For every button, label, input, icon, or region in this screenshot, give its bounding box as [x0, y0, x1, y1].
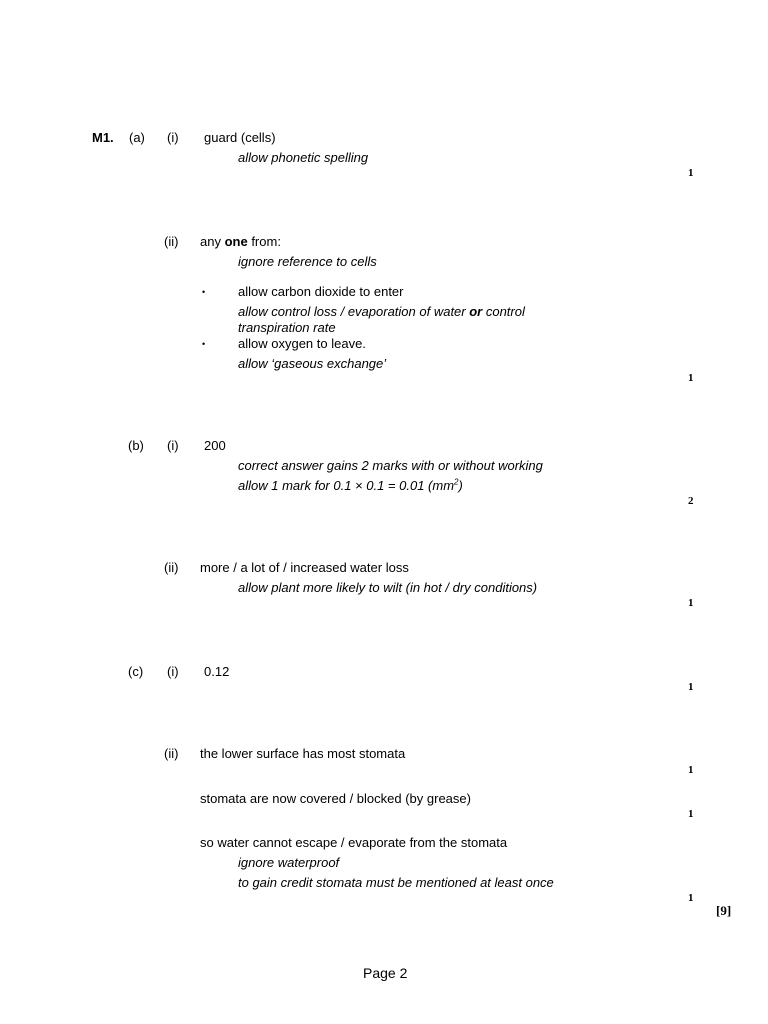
part-c-ii-point-2: stomata are now covered / blocked (by grease) — [200, 791, 471, 806]
part-a-ii-note-cells: ignore reference to cells — [238, 254, 377, 269]
part-a-i-note: allow phonetic spelling — [238, 150, 369, 165]
part-c-i-mark: 1 — [688, 681, 694, 693]
part-b-ii-note: allow plant more likely to wilt (in hot / dry conditions) — [238, 580, 538, 595]
part-a-ii-mark: 1 — [688, 372, 694, 384]
part-c-ii-mark-3: 1 — [688, 892, 694, 904]
part-a-ii-note-2: allow control loss / evaporation of water or control — [238, 304, 525, 319]
part-c-ii-mark-2: 1 — [688, 808, 694, 820]
part-a-ii-label: (ii) — [164, 234, 179, 249]
part-a-ii-bullet-1: allow carbon dioxide to enter — [238, 284, 404, 299]
question-number: M1. — [92, 130, 114, 145]
bullet-icon: • — [202, 287, 206, 297]
part-c-ii-note-2: to gain credit stomata must be mentioned at least once — [238, 875, 554, 890]
part-c-ii-mark-1: 1 — [688, 764, 694, 776]
part-a-i-label: (i) — [167, 130, 179, 145]
total-marks: [9] — [716, 903, 732, 918]
part-a-i-mark: 1 — [688, 167, 694, 179]
part-b-i-label: (i) — [167, 438, 179, 453]
part-a-i-answer: guard (cells) — [204, 130, 276, 145]
part-a-ii-answer: any one from: — [200, 234, 281, 249]
part-b-i-note-1: correct answer gains 2 marks with or without working — [238, 458, 543, 473]
page-number: Page 2 — [363, 965, 408, 981]
part-b-label: (b) — [128, 438, 144, 453]
part-b-i-mark: 2 — [688, 495, 694, 507]
part-a-label: (a) — [129, 130, 145, 145]
part-b-ii-label: (ii) — [164, 560, 179, 575]
part-b-i-answer: 200 — [204, 438, 226, 453]
part-c-i-answer: 0.12 — [204, 664, 230, 679]
part-c-ii-point-3: so water cannot escape / evaporate from the stomata — [200, 835, 508, 850]
bullet-icon: • — [202, 339, 206, 349]
part-c-label: (c) — [128, 664, 144, 679]
part-a-ii-note-3: allow ‘gaseous exchange’ — [238, 356, 387, 371]
part-a-ii-bullet-2: allow oxygen to leave. — [238, 336, 366, 351]
part-c-i-label: (i) — [167, 664, 179, 679]
part-a-ii-note-2-line2: transpiration rate — [238, 320, 336, 335]
part-b-ii-mark: 1 — [688, 597, 694, 609]
part-c-ii-label: (ii) — [164, 746, 179, 761]
part-c-ii-point-1: the lower surface has most stomata — [200, 746, 406, 761]
part-b-ii-answer: more / a lot of / increased water loss — [200, 560, 409, 575]
part-b-i-note-2: allow 1 mark for 0.1 × 0.1 = 0.01 $(mm^2)$ — [238, 477, 463, 493]
part-c-ii-note-1: ignore waterproof — [238, 855, 340, 870]
